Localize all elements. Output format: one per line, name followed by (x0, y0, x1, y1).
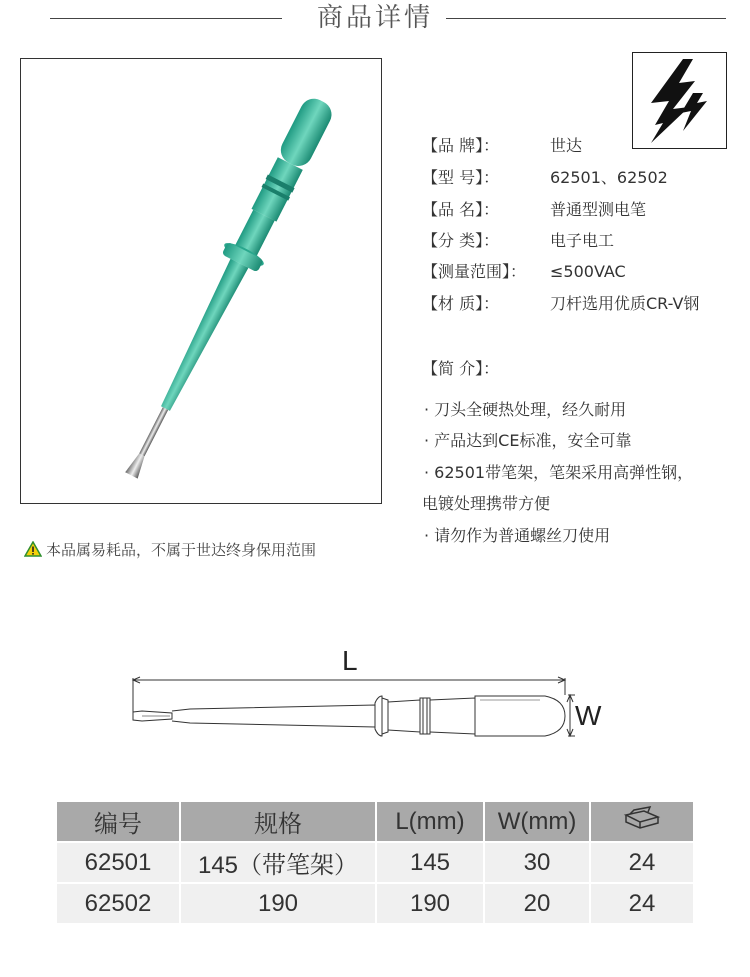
length-label: L (342, 645, 358, 676)
table-cell: 145（带笔架） (181, 843, 375, 882)
spec-label: 【材 质】： (422, 294, 500, 313)
table-cell: 190 (377, 884, 483, 923)
table-cell: 190 (181, 884, 375, 923)
spec-label: 【测量范围】： (422, 262, 527, 281)
table-row (57, 843, 693, 882)
header-length: L(mm) (377, 802, 483, 841)
spec-range (422, 262, 626, 282)
header-rule-right (446, 18, 726, 19)
table-cell: 24 (591, 843, 693, 882)
header-box (591, 802, 693, 841)
spec-label: 【品 名】： (422, 200, 500, 219)
spec-material (422, 294, 699, 314)
tester-outline-drawing (120, 640, 620, 750)
spec-value: ≤500VAC (550, 262, 626, 281)
spec-label: 【型 号】： (422, 168, 500, 187)
spec-model (422, 168, 668, 188)
table-cell: 62502 (57, 884, 179, 923)
intro-bullet: · 请勿作为普通螺丝刀使用 (424, 526, 611, 545)
spec-value: 电子电工 (550, 231, 615, 250)
header-code: 编号 (57, 802, 179, 841)
header-rule-left (50, 18, 282, 19)
spec-value: 普通型测电笔 (550, 200, 647, 219)
spec-value: 世达 (550, 136, 583, 155)
spec-label: 【分 类】： (422, 231, 500, 250)
spec-category (422, 231, 614, 251)
intro-bullet-continuation: 电镀处理携带方便 (422, 494, 551, 513)
table-cell: 145 (377, 843, 483, 882)
table-cell: 24 (591, 884, 693, 923)
high-voltage-icon-box (632, 52, 727, 149)
box-icon (622, 805, 662, 831)
spec-name (422, 200, 646, 220)
intro-bullet: · 产品达到CE标准，安全可靠 (424, 431, 632, 450)
intro-bullet: · 62501带笔架，笔架采用高弹性钢， (424, 463, 694, 482)
width-label: W (575, 700, 602, 731)
table-cell: 20 (485, 884, 589, 923)
intro-heading (422, 356, 550, 379)
warning-icon (24, 541, 42, 557)
product-image (20, 58, 382, 504)
spec-label: 【品 牌】： (422, 136, 500, 155)
spec-table (55, 800, 695, 925)
spec-value: 刀杆选用优质CR-V钢 (550, 294, 700, 313)
dimension-diagram (120, 640, 620, 750)
header-spec: 规格 (181, 802, 375, 841)
table-header-row (57, 802, 693, 841)
intro-bullet: · 刀头全硬热处理，经久耐用 (424, 400, 627, 419)
spec-brand (422, 136, 582, 156)
voltage-tester-illustration (21, 59, 381, 503)
table-cell: 62501 (57, 843, 179, 882)
warning-text: 本品属易耗品，不属于世达终身保用范围 (46, 540, 317, 559)
warning-notice (24, 538, 394, 560)
table-row (57, 884, 693, 923)
intro-label: 【简 介】： (422, 359, 500, 378)
page-title: 商品详情 (316, 3, 433, 33)
lightning-icon (633, 53, 726, 148)
header-width: W(mm) (485, 802, 589, 841)
table-cell: 30 (485, 843, 589, 882)
spec-value: 62501、62502 (550, 168, 668, 187)
